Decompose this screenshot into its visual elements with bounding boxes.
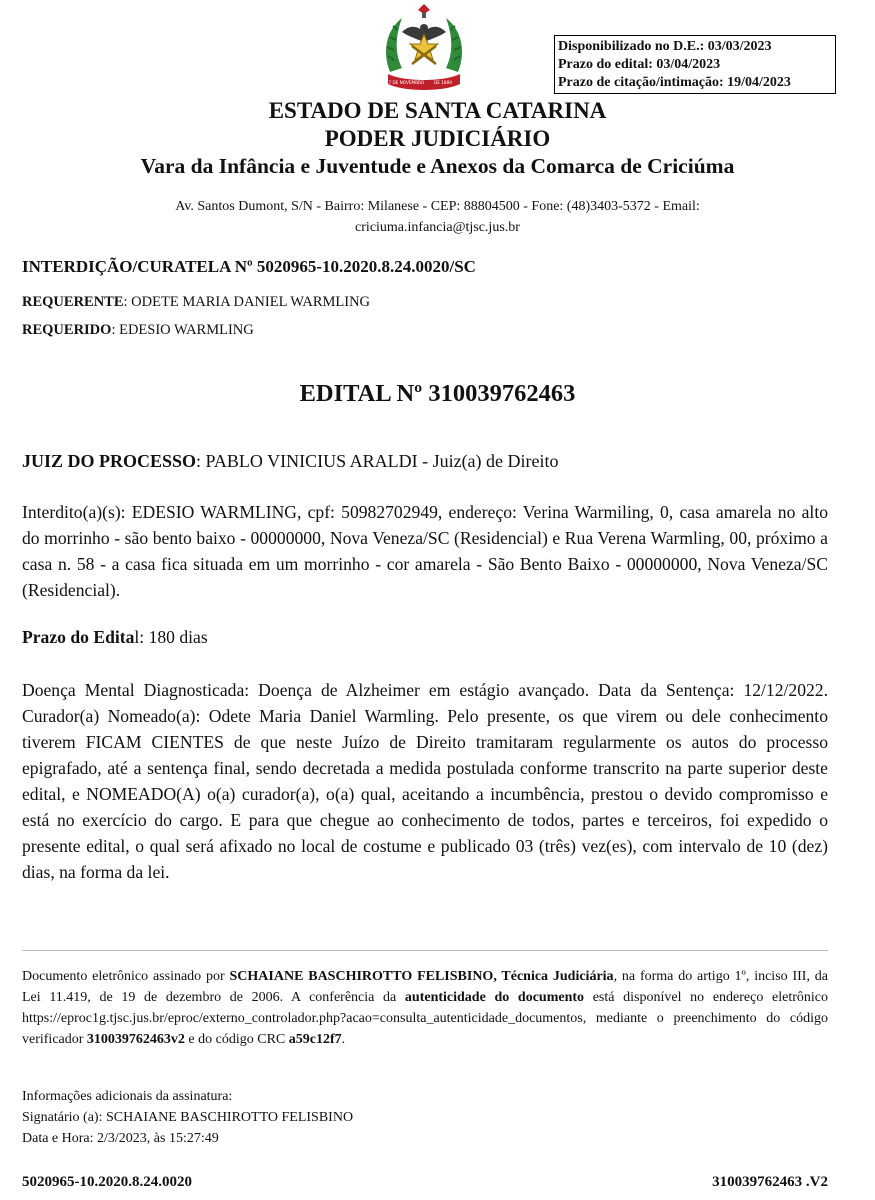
requerente-line (22, 294, 370, 311)
edital-deadline: Prazo do edital: 03/04/2023 (558, 57, 721, 72)
signature-text-2: , na forma do artigo 1º, inciso III, da Lei 11.419, de 19 de dezembro de 2006. A conferência da (22, 969, 829, 1005)
signatario-line: Signatário (a): SCHAIANE BASCHIROTTO FELISBINO (22, 1110, 354, 1125)
requerente-value: : ODETE MARIA DANIEL WARMLING (123, 294, 371, 310)
coat-of-arms-icon (380, 2, 468, 94)
judge-line (22, 451, 559, 472)
verification-code: 310039762463v2 (86, 1032, 185, 1047)
interditado-paragraph: Interdito(a)(s): EDESIO WARMLING, cpf: 50982702949, endereço: Verina Warmiling, 0, casa amarela no alto do morrinho - são bento baixo - 00000000, Nova Veneza/SC (Residencial) e Rua Verena Warmling, 00, próximo a casa n. 58 - a casa fica situada em um morrinho - cor amarela - São Bento Baixo - 00000000, Nova Veneza/SC (Residencial). (22, 502, 828, 600)
requerido-value: : EDESIO WARMLING (111, 322, 254, 338)
signature-text-1: Documento eletrônico assinado por (22, 969, 230, 984)
requerido-line (22, 322, 254, 339)
publication-dates-box (554, 35, 836, 94)
signature-info-title: Informações adicionais da assinatura: (22, 1089, 233, 1104)
requerente-label: REQUERENTE (22, 294, 124, 310)
signature-info (22, 1086, 353, 1149)
prazo-value: l: 180 dias (134, 627, 208, 647)
power-heading: PODER JUDICIÁRIO (324, 126, 551, 151)
crc-code: a59c12f7 (288, 1032, 342, 1047)
prazo-line (22, 627, 208, 648)
signature-text-3: está disponível no endereço eletrônico https://eproc1g.tjsc.jus.br/eproc/externo_controlador.php?acao=consulta_autenticidade_documentos, mediante o preenchimento do código verificador (22, 990, 828, 1047)
citation-deadline: Prazo de citação/intimação: 19/04/2023 (558, 75, 791, 90)
authenticity-label: autenticidade do documento (404, 990, 585, 1005)
court-address: Av. Santos Dumont, S/N - Bairro: Milanese - CEP: 88804500 - Fone: (48)3403-5372 - Email: criciuma.infancia@tjsc.jus.br (175, 199, 700, 235)
publication-date: Disponibilizado no D.E.: 03/03/2023 (558, 39, 772, 54)
case-number: INTERDIÇÃO/CURATELA Nº 5020965-10.2020.8.24.0020/SC (22, 257, 476, 276)
edital-title: EDITAL Nº 310039762463 (299, 380, 576, 407)
footer-divider (22, 950, 828, 951)
state-heading: ESTADO DE SANTA CATARINA (268, 98, 607, 123)
requerido-label: REQUERIDO (22, 322, 112, 338)
edital-body-paragraph: Doença Mental Diagnosticada: Doença de Alzheimer em estágio avançado. Data da Sentença: 12/12/2022. Curador(a) Nomeado(a): Odete Maria Daniel Warmling. Pelo presente, os que virem ou dele conhecimento tiverem FICAM CIENTES de que neste Juízo de Direito tramitaram regularmente os autos do processo epigrafado, até a sentença final, sendo decretada a medida postulada conforme transcrito na parte superior deste edital, e NOMEADO(A) o(a) curador(a), o(a) qual, aceitando a incumbência, prestou o devido compromisso e está no exercício do cargo. E para que chegue ao conhecimento de todos, partes e terceiros, foi expedido o presente edital, o qual será afixado no local de costume e publicado 03 (três) vez(es), com intervalo de 10 (dez) dias, na forma da lei. (22, 680, 828, 882)
crest-ribbon-left: 17 DE NOVEMBRO (385, 80, 425, 85)
signature-text-5: . (341, 1032, 346, 1047)
crest-ribbon-right: DE 1889 (434, 80, 452, 85)
court-heading: Vara da Infância e Juventude e Anexos da Comarca de Criciúma (140, 154, 735, 178)
judge-label: JUIZ DO PROCESSO (22, 451, 197, 471)
prazo-label: Prazo do Edita (22, 627, 135, 647)
footer-process-number: 5020965-10.2020.8.24.0020 (22, 1174, 192, 1190)
signature-text-4: e do código CRC (184, 1032, 289, 1047)
signer-name: SCHAIANE BASCHIROTTO FELISBINO, Técnica Judiciária (229, 969, 614, 984)
footer-document-version: 310039762463 .V2 (712, 1174, 828, 1190)
signature-notice (22, 966, 828, 1050)
judge-value: : PABLO VINICIUS ARALDI - Juiz(a) de Direito (196, 451, 559, 471)
signature-datetime: Data e Hora: 2/3/2023, às 15:27:49 (22, 1131, 219, 1146)
